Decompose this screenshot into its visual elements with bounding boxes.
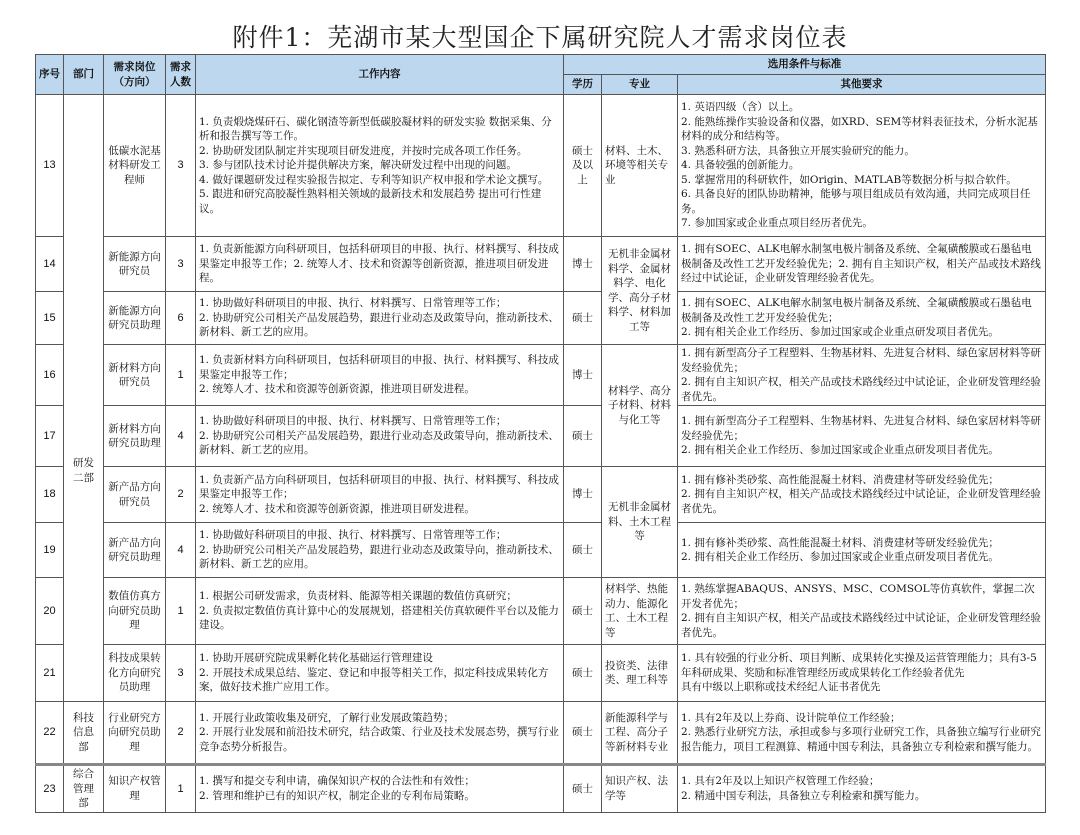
major-cell: 投资类、法律类、理工科等 (602, 645, 678, 702)
list-line: 2. 协助研究公司相关产品发展趋势，跟进行业动态及政策导向，推动新技术、新材料、新工艺的应用。 (199, 311, 559, 339)
department-name: 综合管理部 (73, 768, 94, 809)
duties-cell (196, 467, 564, 523)
row-number: 16 (36, 345, 64, 406)
headcount: 1 (166, 578, 196, 645)
major-cell: 无机非金属材料学、金属材料学、电化学、高分子材料学、材料加工等 (602, 237, 678, 345)
department-name: 研发二部 (73, 457, 94, 484)
list-line: 4. 做好课题研发过程实验报告拟定、专利等知识产权申报和学术论文撰写。 (199, 173, 549, 186)
row-number: 19 (36, 523, 64, 578)
position-name: 新材料方向研究员 (104, 345, 166, 406)
table-row (36, 702, 1046, 765)
list-line: 2. 协助研发团队制定并实现项目研发进度，并按时完成各项工作任务。 (199, 144, 528, 157)
row-number: 21 (36, 645, 64, 702)
list-line: 2. 拥有自主知识产权，相关产品或技术路线经过中试论证，企业研发管理经验者优先。 (681, 488, 1041, 515)
row-number: 20 (36, 578, 64, 645)
headcount: 3 (166, 645, 196, 702)
list-line: 1. 协助做好科研项目的申报、执行、材料撰写、日常管理等工作； (199, 297, 507, 310)
other-requirements-cell (678, 523, 1046, 578)
position-name: 新能源方向研究员助理 (104, 292, 166, 345)
headcount: 3 (166, 237, 196, 292)
list-line: 5. 跟进和研究高胶凝性熟料相关领域的最新技术和发展趋势 提出可行性建议。 (199, 188, 542, 215)
list-line: 1. 协助做好科研项目的申报、执行、材料撰写、日常管理等工作； (199, 415, 507, 428)
other-requirements-cell (678, 237, 1046, 292)
major-cell: 新能源科学与工程、高分子等新材料专业 (602, 702, 678, 765)
degree-cell: 硕士 (564, 702, 602, 765)
list-line: 2. 精通中国专利法，具备独立专利检索和撰写能力。 (681, 789, 926, 802)
table-row (36, 467, 1046, 523)
table-row (36, 406, 1046, 467)
list-line: 2. 协助研究公司相关产品发展趋势，跟进行业动态及政策导向，推动新技术、新材料、新工艺的应用。 (199, 543, 559, 571)
major-cell: 材料学、高分子材料、材料与化工等 (602, 345, 678, 467)
list-line: 2. 能熟练操作实验设备和仪器，如XRD、SEM等材料表征技术，分析水泥基材料的成分和结构等。 (681, 115, 1038, 143)
list-line: 2. 拥有自主知识产权，相关产品或技术路线经过中试论证，企业研发管理经验者优先。 (681, 376, 1041, 403)
other-requirements-cell (678, 765, 1046, 813)
list-line: 2. 拥有相关企业工作经历、参加过国家或企业重点研发项目者优先。 (681, 326, 999, 339)
duties-cell (196, 702, 564, 765)
list-line: 1. 拥有SOEC、ALK电解水制氢电极片制备及系统、全氟磺酸膜或石墨毡电极制备及改性工艺开发经验优先； (681, 297, 1032, 324)
list-line: 3. 熟悉科研方法，具备独立开展实验研究的能力。 (681, 144, 915, 157)
degree-cell: 博士 (564, 467, 602, 523)
headcount: 2 (166, 467, 196, 523)
header-duties: 工作内容 (196, 55, 564, 95)
row-number: 18 (36, 467, 64, 523)
list-line: 6. 具备良好的团队协助精神，能够与项目组成员有效沟通，共同完成项目任务。 (681, 188, 1031, 215)
row-number: 14 (36, 237, 64, 292)
headcount: 2 (166, 702, 196, 765)
header-criteria: 选用条件与标准 (564, 55, 1046, 75)
department-name: 科技信息部 (73, 711, 94, 753)
table-row (36, 523, 1046, 578)
duties-cell (196, 292, 564, 345)
position-name: 新材料方向研究员助理 (104, 406, 166, 467)
degree-cell: 硕士 (564, 523, 602, 578)
headcount: 1 (166, 345, 196, 406)
position-name: 新产品方向研究员助理 (104, 523, 166, 578)
duties-cell (196, 237, 564, 292)
table-row (36, 765, 1046, 813)
major-cell: 材料、土木、环境等相关专业 (602, 95, 678, 237)
duties-cell (196, 406, 564, 467)
row-number: 17 (36, 406, 64, 467)
duties-cell (196, 645, 564, 702)
degree-cell: 博士 (564, 345, 602, 406)
position-name: 行业研究方向研究员助理 (104, 702, 166, 765)
header-position: 需求岗位（方向） (104, 55, 166, 95)
list-line: 2. 开展技术成果总结、鉴定、登记和申报等相关工作，拟定科技成果转化方案，做好技术推广应用工作。 (199, 666, 549, 694)
position-name: 知识产权管理 (104, 765, 166, 813)
degree-cell: 硕士 (564, 765, 602, 813)
list-line: 1. 拥有修补类砂浆、高性能混凝土材料、消费建材等研发经验优先； (681, 473, 999, 486)
list-line: 2. 拥有自主知识产权，相关产品或技术路线经过中试论证，企业研发管理经验者优先。 (681, 612, 1041, 639)
department-cell (64, 765, 104, 813)
list-line: 1. 拥有新型高分子工程塑料、生物基材料、先进复合材料、绿色家居材料等研发经验优先； (681, 347, 1041, 374)
list-line: 1. 拥有修补类砂浆、高性能混凝土材料、消费建材等研发经验优先； (681, 536, 999, 549)
other-requirements-cell (678, 406, 1046, 467)
list-line: 3. 参与团队技术讨论并提供解决方案，解决研发过程中出现的问题。 (199, 159, 517, 172)
position-name: 新产品方向研究员 (104, 467, 166, 523)
header-degree: 学历 (564, 75, 602, 95)
list-line: 2. 拥有相关企业工作经历、参加过国家或企业重点研发项目者优先。 (681, 444, 999, 457)
row-number: 15 (36, 292, 64, 345)
headcount: 4 (166, 406, 196, 467)
table-row (36, 237, 1046, 292)
list-line: 2. 统筹人才、技术和资源等创新资源，推进项目研发进程。 (199, 502, 475, 515)
list-line: 1. 协助做好科研项目的申报、执行、材料撰写、日常管理等工作； (199, 529, 507, 542)
other-requirements-cell (678, 578, 1046, 645)
list-line: 1. 撰写和提交专利申请，确保知识产权的合法性和有效性； (199, 775, 475, 788)
list-line: 1. 协助开展研究院成果孵化转化基础运行管理建设 (199, 652, 433, 665)
page-title: 附件1：芜湖市某大型国企下属研究院人才需求岗位表 (232, 23, 848, 52)
list-line: 2. 负责拟定数值仿真计算中心的发展规划，搭建相关仿真软硬件平台以及能力建设。 (199, 604, 559, 632)
list-line: 2. 拥有相关企业工作经历、参加过国家或企业重点研发项目者优先。 (681, 551, 999, 563)
list-line: 1. 英语四级（含）以上。 (681, 101, 800, 114)
headcount: 4 (166, 523, 196, 578)
major-cell: 材料学、热能动力、能源化工、土木工程等 (602, 578, 678, 645)
header-row (36, 55, 1046, 75)
header-dept: 部门 (64, 55, 104, 95)
list-line: 1. 负责新材料方向科研项目，包括科研项目的申报、执行、材料撰写、科技成果鉴定申报等工作； (199, 354, 559, 381)
list-line: 2. 协助研究公司相关产品发展趋势，跟进行业动态及政策导向，推动新技术、新材料、新工艺的应用。 (199, 429, 559, 457)
duties-cell (196, 95, 564, 237)
other-requirements-cell (678, 95, 1046, 237)
duties-cell (196, 345, 564, 406)
header-count: 需求人数 (166, 55, 196, 95)
row-number: 13 (36, 95, 64, 237)
list-line: 1. 负责煅烧煤矸石、碳化钢渣等新型低碳胶凝材料的研发实验 数据采集、分析和报告撰写等工作。 (199, 115, 552, 143)
other-requirements-cell (678, 702, 1046, 765)
headcount: 6 (166, 292, 196, 345)
header-major: 专业 (602, 75, 678, 95)
other-requirements-cell (678, 645, 1046, 702)
position-name: 科技成果转化方向研究员助理 (104, 645, 166, 702)
table-row (36, 292, 1046, 345)
degree-cell: 硕士 (564, 645, 602, 702)
header-other: 其他要求 (678, 75, 1046, 95)
row-number: 22 (36, 702, 64, 765)
degree-cell: 硕士 (564, 406, 602, 467)
position-name: 数值仿真方向研究员助理 (104, 578, 166, 645)
row-number: 23 (36, 765, 64, 813)
list-line: 1. 具有2年及以上知识产权管理工作经验； (681, 775, 880, 788)
degree-cell: 硕士 (564, 578, 602, 645)
list-line: 2. 统筹人才、技术和资源等创新资源，推进项目研发进程。 (199, 383, 475, 396)
list-line: 1. 负责新能源方向科研项目，包括科研项目的申报、执行、材料撰写、科技成果鉴定申报等工作；2. 统筹人才、技术和资源等创新资源，推进项目研发进程。 (199, 243, 559, 285)
other-requirements-cell (678, 467, 1046, 523)
list-line: 2. 开展行业发展和前沿技术研究，结合政策、行业及技术发展态势，撰写行业竞争态势分析报告。 (199, 726, 559, 753)
list-line: 1. 拥有SOEC、ALK电解水制氢电极片制备及系统、全氟磺酸膜或石墨毡电极制备及改性工艺开发经验优先；2. 拥有自主知识产权，相关产品或技术路线经过中试论证，企业研发管理经验者优先。 (681, 243, 1041, 285)
other-requirements-cell (678, 292, 1046, 345)
list-line: 5. 掌握常用的科研软件，如Origin、MATLAB等数据分析与拟合软件。 (681, 173, 1017, 186)
headcount: 1 (166, 765, 196, 813)
duties-cell (196, 765, 564, 813)
list-line: 2. 管理和维护已有的知识产权，制定企业的专利布局策略。 (199, 789, 475, 802)
list-line: 7. 参加国家或企业重点项目经历者优先。 (681, 217, 873, 230)
headcount: 3 (166, 95, 196, 237)
list-line: 1. 具有2年及以上券商、设计院单位工作经验； (681, 711, 901, 724)
major-cell: 无机非金属材料、土木工程等 (602, 467, 678, 578)
duties-cell (196, 523, 564, 578)
position-name: 低碳水泥基材料研发工程师 (104, 95, 166, 237)
table-row (36, 578, 1046, 645)
degree-cell: 硕士 (564, 292, 602, 345)
list-line: 1. 负责新产品方向科研项目，包括科研项目的申报、执行、材料撰写、科技成果鉴定申报等工作； (199, 473, 559, 501)
list-line: 具有中级以上职称或技术经纪人证书者优先 (681, 681, 881, 694)
position-table (35, 54, 1046, 813)
list-line: 2. 熟悉行业研究方法，承担或参与多项行业研究工作，具备独立编写行业研究报告能力，项目工程测算、精通中国专利法，具备独立专利检索和撰写能力。 (681, 726, 1041, 753)
list-line: 1. 拥有新型高分子工程塑料、生物基材料、先进复合材料、绿色家居材料等研发经验优先； (681, 415, 1041, 442)
list-line: 1. 根据公司研发需求，负责材料、能源等相关课题的数值仿真研究； (199, 590, 517, 603)
list-line: 1. 具有较强的行业分析、项目判断、成果转化实操及运营管理能力；具有3-5年科研成果、奖励和标准管理经历或成果转化工作经验者优先 (681, 652, 1037, 679)
list-line: 4. 具备较强的创新能力。 (681, 159, 800, 172)
table-row (36, 645, 1046, 702)
department-cell (64, 95, 104, 702)
position-name: 新能源方向研究员 (104, 237, 166, 292)
degree-cell: 博士 (564, 237, 602, 292)
major-cell: 知识产权、法学等 (602, 765, 678, 813)
table-row (36, 345, 1046, 406)
other-requirements-cell (678, 345, 1046, 406)
table-row (36, 95, 1046, 237)
duties-cell (196, 578, 564, 645)
degree-cell: 硕士及以上 (564, 95, 602, 237)
list-line: 1. 开展行业政策收集及研究，了解行业发展政策趋势； (199, 711, 454, 724)
header-no: 序号 (36, 55, 64, 95)
list-line: 1. 熟练掌握ABAQUS、ANSYS、MSC、COMSOL等仿真软件，掌握二次开发者优先； (681, 583, 1035, 610)
department-cell (64, 702, 104, 765)
